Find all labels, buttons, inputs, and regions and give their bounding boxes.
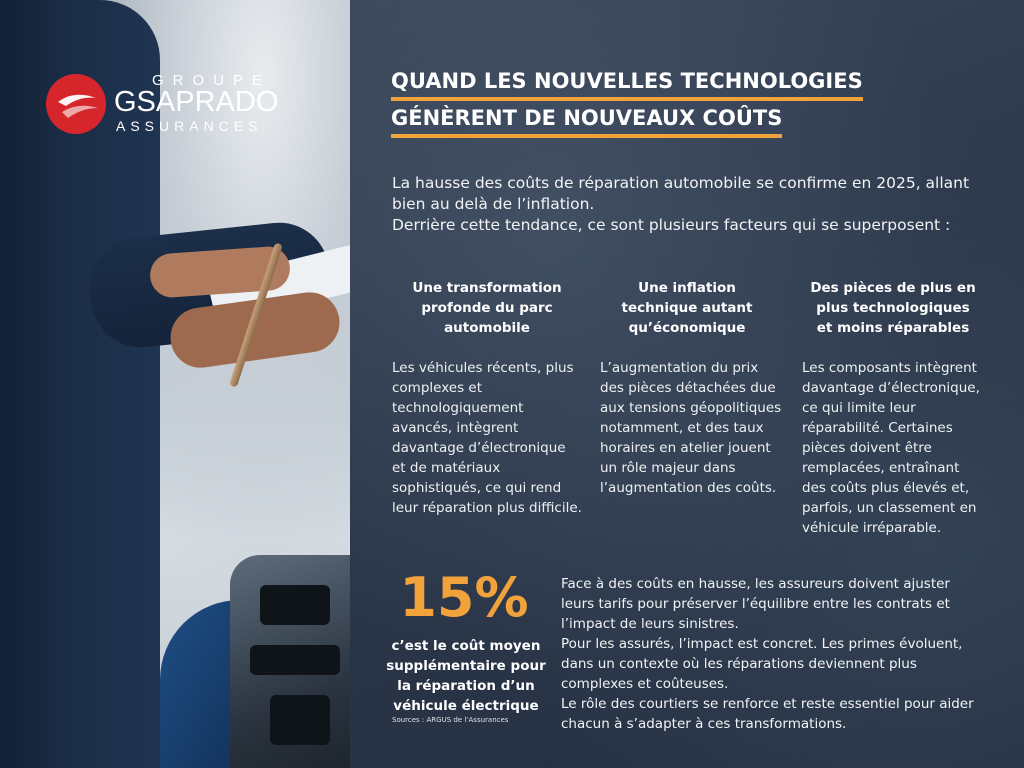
logo-groupe-text: GROUPE <box>152 72 272 89</box>
column-title-1: Une transformation profonde du parc automobile <box>412 280 562 336</box>
source-note: Sources : ARGUS de l’Assurances <box>392 716 509 724</box>
company-logo <box>44 72 284 136</box>
conclusion-paragraph: Le rôle des courtiers se renforce et reste essentiel pour aider chacun à s’adapter à ces transformations. <box>561 696 974 732</box>
intro-paragraph: La hausse des coûts de réparation automobile se confirme en 2025, allant bien au delà de l’inflation. <box>392 174 970 213</box>
stat-caption: c’est le coût moyen supplémentaire pour la réparation d’un véhicule électrique <box>386 638 546 714</box>
intro-paragraph: Derrière cette tendance, ce sont plusieurs facteurs qui se superposent : <box>392 216 951 234</box>
content-panel <box>350 0 1024 768</box>
logo-mark-icon <box>44 72 108 136</box>
conclusion-text <box>561 574 986 734</box>
conclusion-paragraph: Pour les assurés, l’impact est concret. Les primes évoluent, dans un contexte où les réparations deviennent plus complexes et coûteuses. <box>561 636 963 692</box>
conclusion-paragraph: Face à des coûts en hausse, les assureurs doivent ajuster leurs tarifs pour préserver l’équilibre entre les contrats et l’impact de leurs sinistres. <box>561 576 950 632</box>
column-text-2: L’augmentation du prix des pièces détachées due aux tensions géopolitiques notamment, et des taux horaires en atelier jouent un rôle majeur dans l’augmentation des coûts. <box>600 360 782 496</box>
logo-name-text: GSAPRADO <box>114 86 279 118</box>
logo-sub-text: ASSURANCES <box>116 118 263 134</box>
column-title-2: Une inflation technique autant qu’économique <box>621 280 753 336</box>
column-title-3: Des pièces de plus en plus technologiques et moins réparables <box>810 280 976 336</box>
column-text-1: Les véhicules récents, plus complexes et technologiquement avancés, intègrent davantage d’électronique et de matériaux sophistiqués, ce qui rend leur réparation plus difficile. <box>392 360 582 516</box>
column-text-3: Les composants intègrent davantage d’électronique, ce qui limite leur réparabilité. Certaines pièces doivent être remplacées, entraînant des coûts plus élevés et, parfois, un classement en véhicule irréparable. <box>802 360 980 536</box>
title-line-2: GÉNÈRENT DE NOUVEAUX COÛTS <box>391 105 782 138</box>
title-line-1: QUAND LES NOUVELLES TECHNOLOGIES <box>391 68 863 101</box>
stat-value: 15% <box>399 566 529 629</box>
mechanic-photo <box>0 0 350 768</box>
photo-engine <box>230 555 350 768</box>
page-title <box>391 68 863 142</box>
intro-text <box>392 173 1002 236</box>
